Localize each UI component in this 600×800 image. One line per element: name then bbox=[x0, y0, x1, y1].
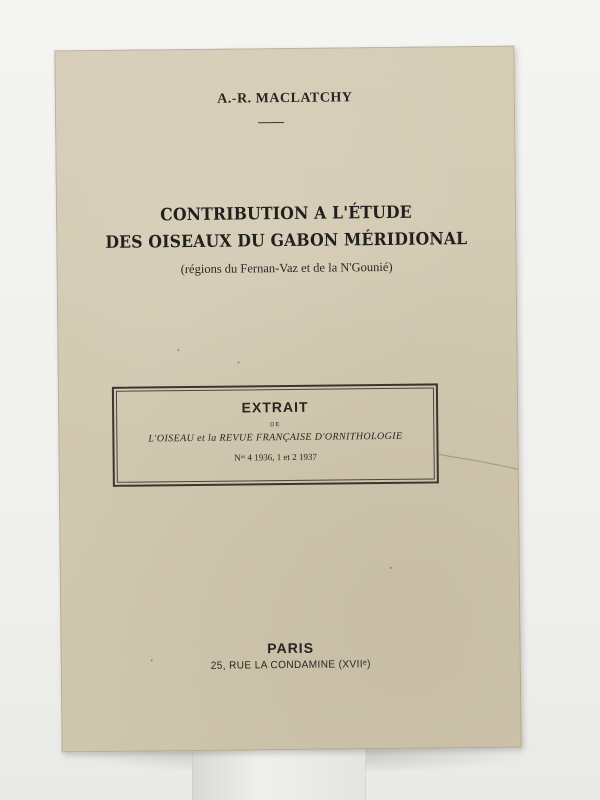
paper-speck bbox=[390, 567, 392, 569]
paper-crease bbox=[439, 448, 519, 473]
publisher-address: 25, RUE LA CONDAMINE (XVIIᵉ) bbox=[210, 658, 371, 672]
publisher-city: PARIS bbox=[267, 639, 315, 657]
extract-label: EXTRAIT bbox=[241, 398, 309, 416]
title-line-2: DES OISEAUX DU GABON MÉRIDIONAL bbox=[105, 229, 468, 253]
extract-de-label: DE bbox=[270, 422, 281, 429]
display-stand bbox=[192, 746, 366, 800]
extract-box bbox=[112, 383, 439, 486]
issue-numbers: Nᵒˢ 4 1936, 1 et 2 1937 bbox=[234, 451, 318, 463]
paper-speck bbox=[177, 349, 179, 351]
author-name: A.-R. MACLATCHY bbox=[217, 90, 353, 107]
author-rule bbox=[258, 122, 284, 123]
subtitle: (régions du Fernan-Vaz et de la N'Gounié) bbox=[180, 259, 393, 277]
paper-speck bbox=[238, 362, 240, 364]
journal-title: L'OISEAU et la REVUE FRANÇAISE D'ORNITHOLOGIE bbox=[148, 430, 403, 445]
booklet-cover bbox=[54, 46, 521, 753]
title-line-1: CONTRIBUTION A L'ÉTUDE bbox=[160, 202, 412, 226]
